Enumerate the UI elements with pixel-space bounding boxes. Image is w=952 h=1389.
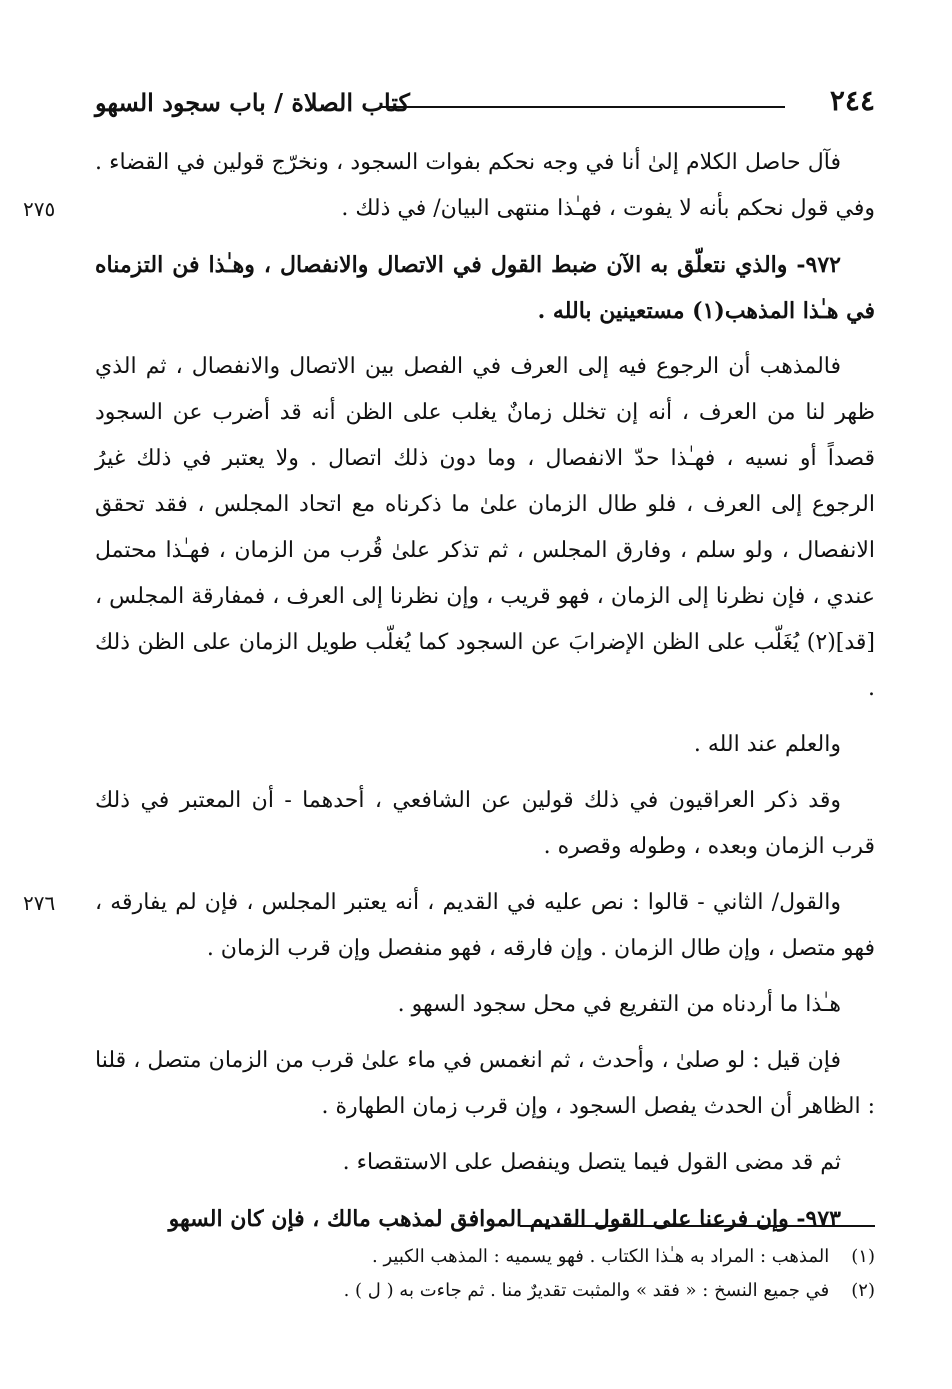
paragraph: فالمذهب أن الرجوع فيه إلى العرف في الفصل بين الاتصال والانفصال ، ثم الذي ظهر لنا من العرف ، أنه إن تخلل زمانٌ يغلب على الظن أنه قد أضرب عن السجود قصداً أو نسيه ، فهـٰذا حدّ الانفصال ، وما دون ذلك اتصال . ولا يعتبر في ذلك غيرُ الرجوع إلى العرف ، فلو طال الزمان علىٰ ما ذكرناه مع اتحاد المجلس ، فقد تحقق الانفصال ، ولو سلم ، وفارق المجلس ، ثم تذكر علىٰ قُرب من الزمان ، فهـٰذا محتمل عندي ، فإن نظرنا إلى الزمان ، فهو قريب ، وإن نظرنا إلى العرف ، فمفارقة المجلس ، [قد](٢) يُغَلّب على الظن الإضرابَ عن السجود كما يُغلّب طويل الزمان على الظن ذلك . bbox=[95, 354, 876, 701]
paragraph: هـٰذا ما أردناه من التفريع في محل سجود السهو . bbox=[397, 992, 841, 1017]
footnote bbox=[95, 1240, 875, 1274]
paragraph: ٩٧٢- والذي نتعلّق به الآن ضبط القول في الاتصال والانفصال ، وهـٰذا فن التزمناه في هـٰذا المذهب(١) مستعينين بالله . bbox=[95, 252, 875, 324]
margin-folio-number: ٢٧٦ bbox=[23, 891, 56, 915]
page-body bbox=[23, 140, 876, 1252]
paragraph: والقول/ الثاني - قالوا : نص عليه في القديم ، أنه يعتبر المجلس ، فإن لم يفارقه ، فهو متصل ، وإن طال الزمان . وإن فارقه ، فهو منفصل وإن قرب الزمان . ٢٧٦ bbox=[95, 880, 875, 972]
footnote-rule bbox=[520, 1225, 875, 1227]
page-header bbox=[95, 84, 875, 124]
footnote-number: (٢) bbox=[851, 1280, 875, 1301]
running-title: كتاب الصلاة / باب سجود السهو bbox=[95, 88, 410, 117]
footnote-text: المذهب : المراد به هـٰذا الكتاب . فهو يسميه : المذهب الكبير . bbox=[372, 1246, 830, 1267]
paragraph: وقد ذكر العراقيون في ذلك قولين عن الشافعي ، أحدهما - أن المعتبر في ذلك قرب الزمان وبعده ، وطوله وقصره . bbox=[95, 788, 875, 859]
footnote bbox=[95, 1274, 875, 1308]
footnotes bbox=[95, 1240, 875, 1308]
paragraph: والعلم عند الله . bbox=[693, 732, 841, 757]
paragraph: ٩٧٣- وإن فرعنا على القول القديم الموافق لمذهب مالك ، فإن كان السهو bbox=[168, 1206, 841, 1232]
header-rule bbox=[380, 106, 785, 108]
margin-folio-number: ٢٧٥ bbox=[23, 197, 56, 221]
page-number: ٢٤٤ bbox=[829, 84, 875, 117]
paragraph: فآل حاصل الكلام إلىٰ أنا في وجه نحكم بفوات السجود ، ونخرّج قولين في القضاء . وفي قول نحكم بأنه لا يفوت ، فهـٰذا منتهى البيان/ في ذلك . ٢٧٥ bbox=[95, 140, 875, 232]
footnote-number: (١) bbox=[851, 1246, 875, 1267]
footnote-text: في جميع النسخ : « فقد » والمثبت تقديرٌ منا . ثم جاءت به ( ل ) . bbox=[343, 1280, 830, 1301]
paragraph: ثم قد مضى القول فيما يتصل وينفصل على الاستقصاء . bbox=[342, 1150, 841, 1175]
paragraph: فإن قيل : لو صلىٰ ، وأحدث ، ثم انغمس في ماء علىٰ قرب من الزمان متصل ، قلنا : الظاهر أن الحدث يفصل السجود ، وإن قرب زمان الطهارة . bbox=[95, 1048, 875, 1119]
